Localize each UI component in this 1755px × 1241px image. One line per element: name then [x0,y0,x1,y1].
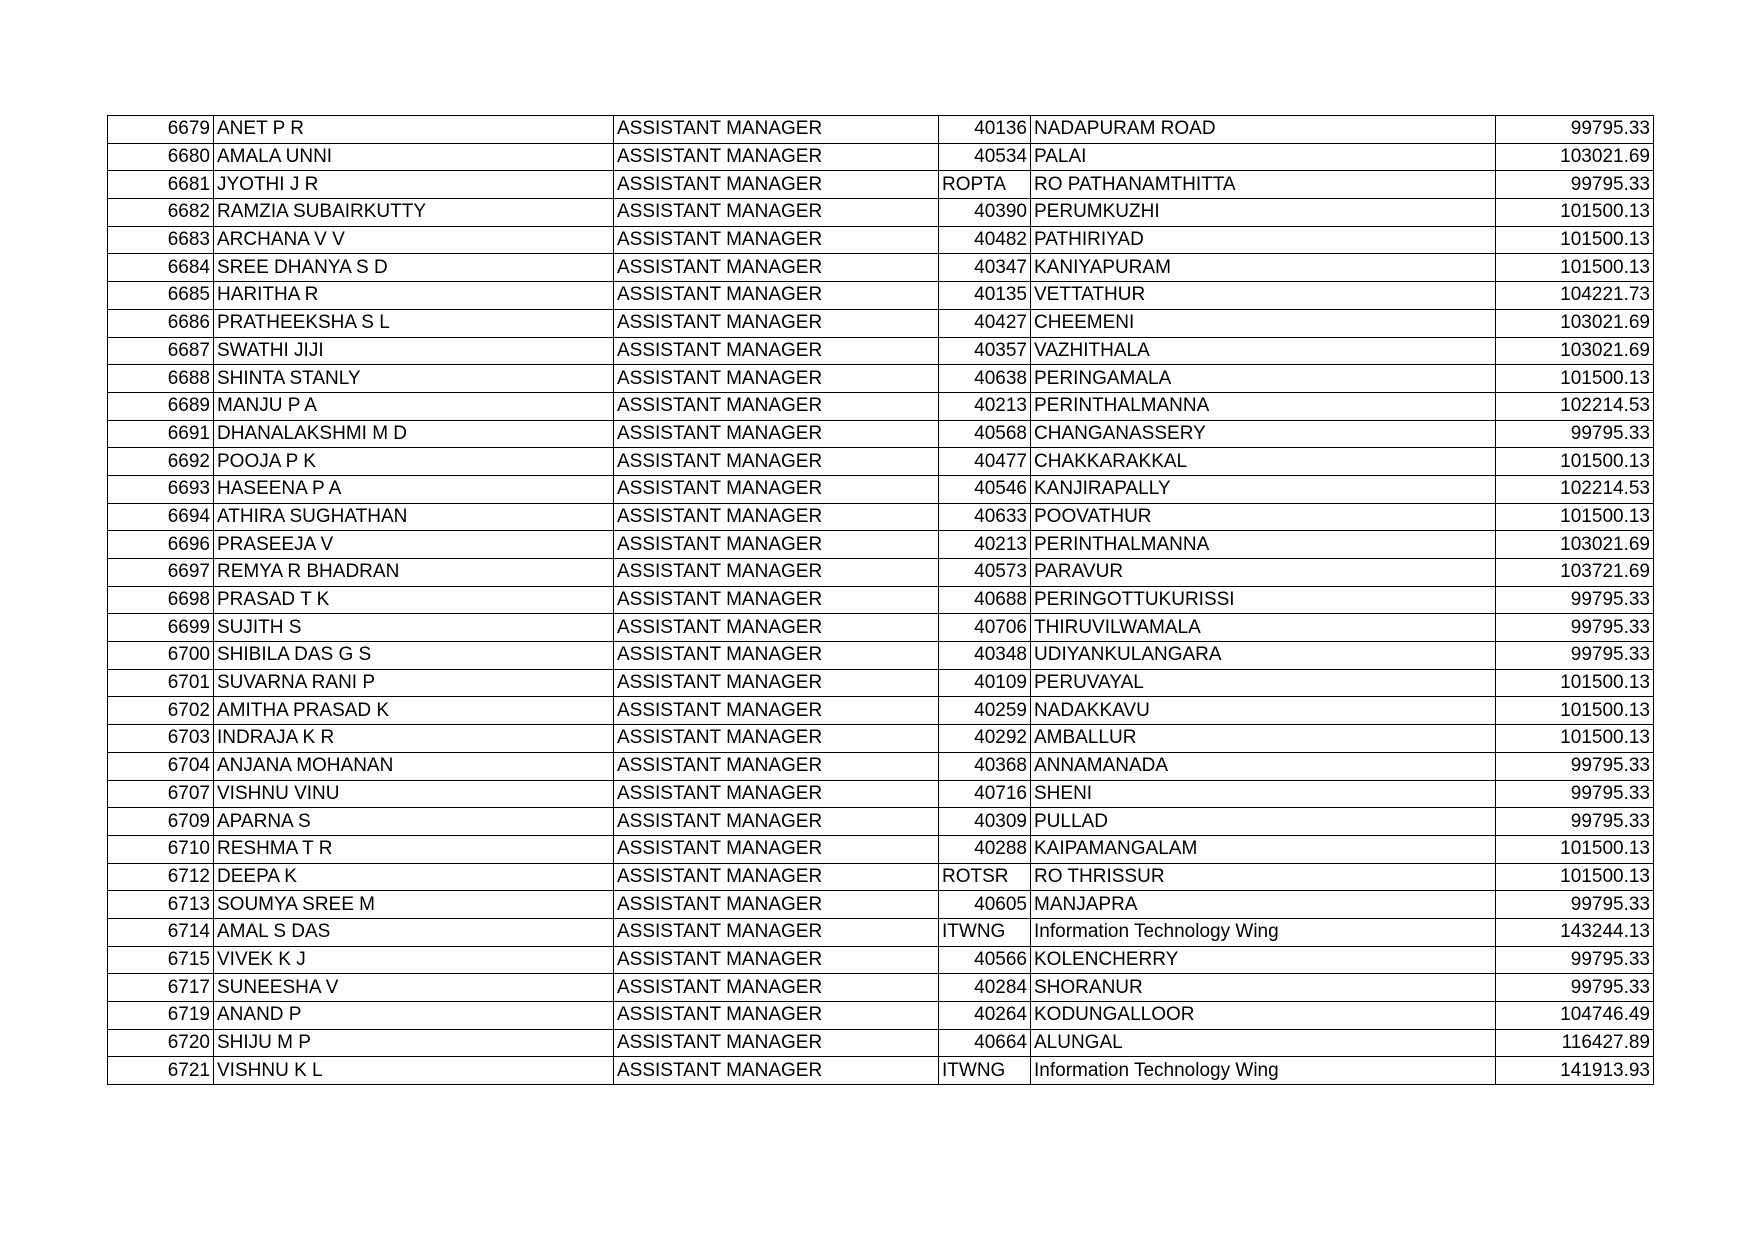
amount-cell: 103021.69 [1496,337,1654,365]
employee-name-cell: SWATHI JIJI [214,337,614,365]
branch-name-cell: KODUNGALLOOR [1031,1002,1496,1030]
employee-id-cell: 6713 [108,891,214,919]
amount-cell: 101500.13 [1496,199,1654,227]
branch-code-cell: 40477 [939,448,1031,476]
designation-cell: ASSISTANT MANAGER [614,614,939,642]
branch-code-cell: ROPTA [939,171,1031,199]
employee-name-cell: SUJITH S [214,614,614,642]
branch-name-cell: PERINGOTTUKURISSI [1031,586,1496,614]
branch-name-cell: PULLAD [1031,808,1496,836]
employee-id-cell: 6692 [108,448,214,476]
branch-name-cell: SHORANUR [1031,974,1496,1002]
employee-name-cell: SREE DHANYA S D [214,254,614,282]
employee-name-cell: ANET P R [214,116,614,144]
branch-code-cell: 40638 [939,365,1031,393]
branch-code-cell: 40288 [939,835,1031,863]
employee-id-cell: 6709 [108,808,214,836]
designation-cell: ASSISTANT MANAGER [614,365,939,393]
employee-name-cell: VIVEK K J [214,946,614,974]
designation-cell: ASSISTANT MANAGER [614,808,939,836]
amount-cell: 103021.69 [1496,309,1654,337]
designation-cell: ASSISTANT MANAGER [614,725,939,753]
table-row [108,531,1654,559]
employee-name-cell: DHANALAKSHMI M D [214,420,614,448]
branch-name-cell: THIRUVILWAMALA [1031,614,1496,642]
amount-cell: 101500.13 [1496,226,1654,254]
employee-name-cell: AMAL S DAS [214,918,614,946]
table-row [108,282,1654,310]
employee-name-cell: ARCHANA V V [214,226,614,254]
branch-code-cell: 40390 [939,199,1031,227]
branch-code-cell: ITWNG [939,1057,1031,1085]
branch-name-cell: CHANGANASSERY [1031,420,1496,448]
employee-name-cell: APARNA S [214,808,614,836]
amount-cell: 99795.33 [1496,614,1654,642]
branch-code-cell: 40109 [939,669,1031,697]
employee-name-cell: SUVARNA RANI P [214,669,614,697]
table-row [108,199,1654,227]
branch-code-cell: ROTSR [939,863,1031,891]
employee-id-cell: 6702 [108,697,214,725]
employee-name-cell: DEEPA K [214,863,614,891]
table-row [108,863,1654,891]
branch-code-cell: 40482 [939,226,1031,254]
branch-code-cell: 40284 [939,974,1031,1002]
employee-id-cell: 6699 [108,614,214,642]
designation-cell: ASSISTANT MANAGER [614,559,939,587]
amount-cell: 99795.33 [1496,946,1654,974]
table-row [108,337,1654,365]
branch-name-cell: MANJAPRA [1031,891,1496,919]
amount-cell: 103721.69 [1496,559,1654,587]
table-row [108,143,1654,171]
employee-name-cell: MANJU P A [214,392,614,420]
staff-table [107,115,1654,1085]
employee-id-cell: 6701 [108,669,214,697]
amount-cell: 104221.73 [1496,282,1654,310]
amount-cell: 99795.33 [1496,116,1654,144]
branch-name-cell: ANNAMANADA [1031,752,1496,780]
branch-code-cell: 40348 [939,642,1031,670]
amount-cell: 99795.33 [1496,808,1654,836]
amount-cell: 101500.13 [1496,503,1654,531]
branch-code-cell: 40357 [939,337,1031,365]
branch-name-cell: Information Technology Wing [1031,1057,1496,1085]
table-row [108,808,1654,836]
branch-code-cell: 40427 [939,309,1031,337]
branch-code-cell: 40573 [939,559,1031,587]
employee-id-cell: 6700 [108,642,214,670]
employee-name-cell: AMITHA PRASAD K [214,697,614,725]
designation-cell: ASSISTANT MANAGER [614,116,939,144]
employee-id-cell: 6684 [108,254,214,282]
employee-id-cell: 6698 [108,586,214,614]
branch-code-cell: 40605 [939,891,1031,919]
designation-cell: ASSISTANT MANAGER [614,1002,939,1030]
branch-code-cell: 40716 [939,780,1031,808]
table-row [108,503,1654,531]
employee-name-cell: RESHMA T R [214,835,614,863]
branch-code-cell: 40213 [939,531,1031,559]
amount-cell: 103021.69 [1496,143,1654,171]
table-row [108,365,1654,393]
table-row [108,226,1654,254]
designation-cell: ASSISTANT MANAGER [614,946,939,974]
designation-cell: ASSISTANT MANAGER [614,392,939,420]
table-row [108,420,1654,448]
employee-name-cell: VISHNU VINU [214,780,614,808]
table-row [108,475,1654,503]
branch-name-cell: POOVATHUR [1031,503,1496,531]
branch-name-cell: CHAKKARAKKAL [1031,448,1496,476]
designation-cell: ASSISTANT MANAGER [614,891,939,919]
amount-cell: 99795.33 [1496,780,1654,808]
branch-name-cell: KANJIRAPALLY [1031,475,1496,503]
table-row [108,1029,1654,1057]
branch-name-cell: KANIYAPURAM [1031,254,1496,282]
table-row [108,1057,1654,1085]
employee-id-cell: 6710 [108,835,214,863]
branch-code-cell: 40292 [939,725,1031,753]
branch-name-cell: VAZHITHALA [1031,337,1496,365]
employee-id-cell: 6683 [108,226,214,254]
employee-id-cell: 6707 [108,780,214,808]
designation-cell: ASSISTANT MANAGER [614,1029,939,1057]
designation-cell: ASSISTANT MANAGER [614,448,939,476]
employee-name-cell: INDRAJA K R [214,725,614,753]
branch-name-cell: KOLENCHERRY [1031,946,1496,974]
table-row [108,448,1654,476]
employee-id-cell: 6693 [108,475,214,503]
employee-id-cell: 6687 [108,337,214,365]
amount-cell: 101500.13 [1496,254,1654,282]
employee-name-cell: PRASEEJA V [214,531,614,559]
branch-code-cell: 40213 [939,392,1031,420]
employee-name-cell: ANAND P [214,1002,614,1030]
table-row [108,1002,1654,1030]
designation-cell: ASSISTANT MANAGER [614,226,939,254]
table-row [108,116,1654,144]
branch-name-cell: PERINTHALMANNA [1031,392,1496,420]
employee-id-cell: 6689 [108,392,214,420]
branch-name-cell: VETTATHUR [1031,282,1496,310]
designation-cell: ASSISTANT MANAGER [614,143,939,171]
employee-name-cell: HARITHA R [214,282,614,310]
branch-code-cell: 40546 [939,475,1031,503]
employee-id-cell: 6681 [108,171,214,199]
amount-cell: 99795.33 [1496,752,1654,780]
amount-cell: 104746.49 [1496,1002,1654,1030]
designation-cell: ASSISTANT MANAGER [614,337,939,365]
designation-cell: ASSISTANT MANAGER [614,1057,939,1085]
branch-code-cell: 40135 [939,282,1031,310]
designation-cell: ASSISTANT MANAGER [614,171,939,199]
amount-cell: 101500.13 [1496,669,1654,697]
branch-code-cell: 40368 [939,752,1031,780]
branch-name-cell: KAIPAMANGALAM [1031,835,1496,863]
employee-id-cell: 6720 [108,1029,214,1057]
employee-name-cell: SHINTA STANLY [214,365,614,393]
branch-name-cell: NADAPURAM ROAD [1031,116,1496,144]
designation-cell: ASSISTANT MANAGER [614,503,939,531]
employee-id-cell: 6719 [108,1002,214,1030]
branch-code-cell: ITWNG [939,918,1031,946]
employee-id-cell: 6717 [108,974,214,1002]
designation-cell: ASSISTANT MANAGER [614,199,939,227]
table-row [108,891,1654,919]
designation-cell: ASSISTANT MANAGER [614,918,939,946]
employee-name-cell: HASEENA P A [214,475,614,503]
branch-code-cell: 40568 [939,420,1031,448]
employee-id-cell: 6721 [108,1057,214,1085]
employee-id-cell: 6688 [108,365,214,393]
employee-id-cell: 6703 [108,725,214,753]
amount-cell: 99795.33 [1496,171,1654,199]
branch-code-cell: 40633 [939,503,1031,531]
amount-cell: 99795.33 [1496,420,1654,448]
designation-cell: ASSISTANT MANAGER [614,420,939,448]
employee-id-cell: 6691 [108,420,214,448]
designation-cell: ASSISTANT MANAGER [614,254,939,282]
designation-cell: ASSISTANT MANAGER [614,642,939,670]
branch-code-cell: 40264 [939,1002,1031,1030]
designation-cell: ASSISTANT MANAGER [614,863,939,891]
branch-code-cell: 40259 [939,697,1031,725]
table-row [108,642,1654,670]
branch-code-cell: 40566 [939,946,1031,974]
employee-id-cell: 6714 [108,918,214,946]
branch-name-cell: CHEEMENI [1031,309,1496,337]
designation-cell: ASSISTANT MANAGER [614,752,939,780]
amount-cell: 101500.13 [1496,365,1654,393]
table-row [108,780,1654,808]
table-row [108,254,1654,282]
amount-cell: 101500.13 [1496,725,1654,753]
table-body [108,116,1654,1085]
table-row [108,171,1654,199]
employee-id-cell: 6680 [108,143,214,171]
employee-name-cell: SHIJU M P [214,1029,614,1057]
designation-cell: ASSISTANT MANAGER [614,282,939,310]
employee-name-cell: POOJA P K [214,448,614,476]
branch-name-cell: NADAKKAVU [1031,697,1496,725]
amount-cell: 141913.93 [1496,1057,1654,1085]
employee-id-cell: 6712 [108,863,214,891]
employee-name-cell: PRATHEEKSHA S L [214,309,614,337]
table-row [108,697,1654,725]
table-row [108,946,1654,974]
table-row [108,725,1654,753]
designation-cell: ASSISTANT MANAGER [614,669,939,697]
branch-name-cell: PERINTHALMANNA [1031,531,1496,559]
employee-name-cell: SOUMYA SREE M [214,891,614,919]
amount-cell: 101500.13 [1496,863,1654,891]
designation-cell: ASSISTANT MANAGER [614,835,939,863]
employee-name-cell: PRASAD T K [214,586,614,614]
branch-name-cell: PATHIRIYAD [1031,226,1496,254]
table-row [108,559,1654,587]
branch-name-cell: PALAI [1031,143,1496,171]
amount-cell: 143244.13 [1496,918,1654,946]
branch-name-cell: ALUNGAL [1031,1029,1496,1057]
designation-cell: ASSISTANT MANAGER [614,586,939,614]
table-row [108,614,1654,642]
amount-cell: 102214.53 [1496,475,1654,503]
branch-code-cell: 40309 [939,808,1031,836]
employee-name-cell: AMALA UNNI [214,143,614,171]
table-row [108,918,1654,946]
amount-cell: 99795.33 [1496,586,1654,614]
table-row [108,835,1654,863]
employee-id-cell: 6686 [108,309,214,337]
employee-id-cell: 6694 [108,503,214,531]
amount-cell: 99795.33 [1496,891,1654,919]
branch-code-cell: 40347 [939,254,1031,282]
employee-id-cell: 6685 [108,282,214,310]
employee-id-cell: 6682 [108,199,214,227]
employee-name-cell: SUNEESHA V [214,974,614,1002]
branch-name-cell: PARAVUR [1031,559,1496,587]
branch-code-cell: 40664 [939,1029,1031,1057]
table-row [108,974,1654,1002]
employee-name-cell: ANJANA MOHANAN [214,752,614,780]
designation-cell: ASSISTANT MANAGER [614,475,939,503]
designation-cell: ASSISTANT MANAGER [614,697,939,725]
branch-code-cell: 40706 [939,614,1031,642]
amount-cell: 99795.33 [1496,642,1654,670]
designation-cell: ASSISTANT MANAGER [614,531,939,559]
branch-name-cell: AMBALLUR [1031,725,1496,753]
table-row [108,586,1654,614]
amount-cell: 101500.13 [1496,835,1654,863]
designation-cell: ASSISTANT MANAGER [614,780,939,808]
table-row [108,309,1654,337]
designation-cell: ASSISTANT MANAGER [614,974,939,1002]
amount-cell: 116427.89 [1496,1029,1654,1057]
employee-id-cell: 6696 [108,531,214,559]
employee-name-cell: SHIBILA DAS G S [214,642,614,670]
table-row [108,752,1654,780]
branch-name-cell: RO PATHANAMTHITTA [1031,171,1496,199]
amount-cell: 99795.33 [1496,974,1654,1002]
branch-name-cell: PERUMKUZHI [1031,199,1496,227]
employee-id-cell: 6704 [108,752,214,780]
employee-id-cell: 6715 [108,946,214,974]
branch-name-cell: PERUVAYAL [1031,669,1496,697]
amount-cell: 101500.13 [1496,697,1654,725]
branch-name-cell: UDIYANKULANGARA [1031,642,1496,670]
branch-name-cell: PERINGAMALA [1031,365,1496,393]
employee-name-cell: JYOTHI J R [214,171,614,199]
employee-name-cell: REMYA R BHADRAN [214,559,614,587]
table-row [108,669,1654,697]
employee-name-cell: ATHIRA SUGHATHAN [214,503,614,531]
employee-name-cell: VISHNU K L [214,1057,614,1085]
amount-cell: 103021.69 [1496,531,1654,559]
branch-name-cell: RO THRISSUR [1031,863,1496,891]
branch-code-cell: 40534 [939,143,1031,171]
branch-code-cell: 40688 [939,586,1031,614]
amount-cell: 101500.13 [1496,448,1654,476]
amount-cell: 102214.53 [1496,392,1654,420]
employee-id-cell: 6697 [108,559,214,587]
table-row [108,392,1654,420]
employee-name-cell: RAMZIA SUBAIRKUTTY [214,199,614,227]
branch-name-cell: SHENI [1031,780,1496,808]
branch-name-cell: Information Technology Wing [1031,918,1496,946]
designation-cell: ASSISTANT MANAGER [614,309,939,337]
employee-id-cell: 6679 [108,116,214,144]
branch-code-cell: 40136 [939,116,1031,144]
